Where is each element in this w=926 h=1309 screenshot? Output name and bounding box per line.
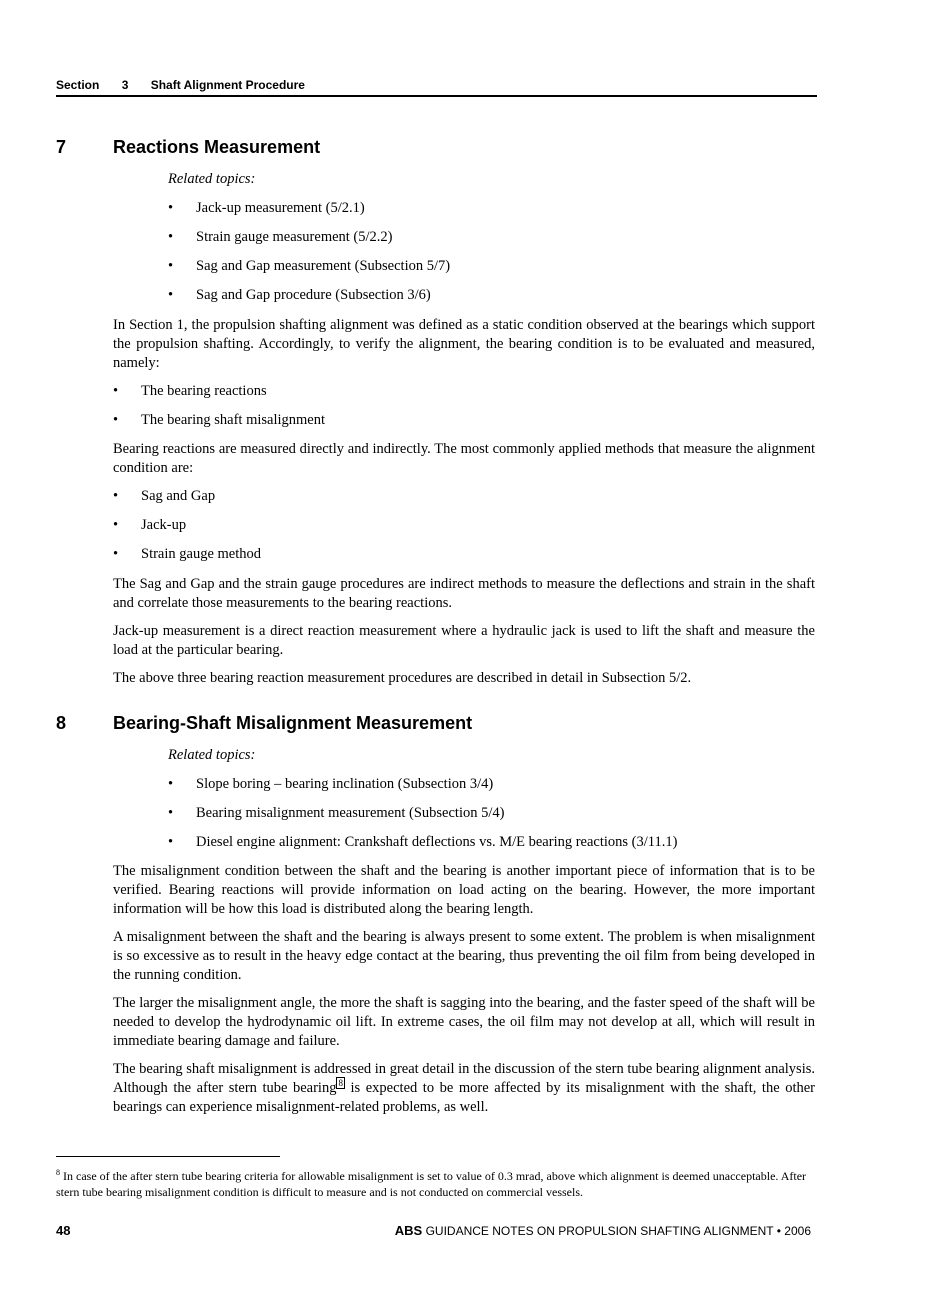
related-link-text: Strain gauge measurement (5/2.2) xyxy=(196,229,393,245)
list-item-text: Sag and Gap xyxy=(141,488,216,504)
bullet-icon: • xyxy=(113,546,119,562)
section-7-paragraph-5: The above three bearing reaction measurement procedures are described in detail in Subsection 5/2. xyxy=(113,670,692,686)
section-8-paragraph-3: The larger the misalignment angle, the more the shaft is sagging into the bearing, and the faster speed of the shaft will be needed to develop the hydrodynamic oil lift. In extreme cases, the oil film may not develop at all, which will result in immediate bearing damage and failure. xyxy=(113,995,815,1049)
section-8-number: 8 xyxy=(56,713,67,733)
paragraph-4-text-before: The bearing shaft misalignment is addressed in great detail in the discussion of the stern tube bearing alignment analysis. Although the after stern tube bearing xyxy=(113,1061,815,1096)
list-item-text: Jack-up xyxy=(141,517,187,533)
section-8-title: Bearing-Shaft Misalignment Measurement xyxy=(113,713,473,733)
bullet-icon: • xyxy=(113,488,119,504)
bullet-icon: • xyxy=(168,229,174,245)
footnote-divider xyxy=(56,1156,280,1157)
footer-publication xyxy=(395,1223,811,1238)
related-link-text: Bearing misalignment measurement (Subsection 5/4) xyxy=(196,805,505,821)
section-7-related-label: Related topics: xyxy=(168,171,256,187)
bullet-icon: • xyxy=(168,776,174,792)
section-8-paragraph-2: A misalignment between the shaft and the bearing is always present to some extent. The problem is when misalignment is so excessive as to result in the heavy edge contact at the bearing, thus preventing the oil film from being developed in the running condition. xyxy=(113,929,815,983)
list-item-text: The bearing reactions xyxy=(141,383,267,399)
section-7-paragraph-2: Bearing reactions are measured directly and indirectly. The most commonly applied methods that measure the alignment condition are: xyxy=(113,441,815,476)
section-7-heading xyxy=(56,137,320,158)
paragraph-4-text-after: is expected to be more affected by its misalignment with the shaft, the other bearings can experience misalignment-related problems, as well. xyxy=(113,1080,815,1115)
footer-separator: • xyxy=(776,1224,781,1238)
bullet-icon: • xyxy=(168,805,174,821)
section-7-paragraph-1: In Section 1, the propulsion shafting alignment was defined as a static condition observed at the bearings which support the propulsion shafting. Accordingly, to verify the alignment, the bearing condition is to be evaluated and measured, namely: xyxy=(113,317,815,371)
header-section-title: Shaft Alignment Procedure xyxy=(150,78,305,92)
running-header xyxy=(56,78,817,97)
publication-title: GUIDANCE NOTES ON PROPULSION SHAFTING ALIGNMENT xyxy=(425,1224,774,1238)
related-link-text: Jack-up measurement (5/2.1) xyxy=(196,200,365,216)
list-item-text: The bearing shaft misalignment xyxy=(141,412,326,428)
bullet-icon: • xyxy=(113,517,119,533)
section-7-number: 7 xyxy=(56,137,67,157)
abs-logo: ABS xyxy=(394,1223,423,1238)
publication-year: 2006 xyxy=(784,1224,811,1238)
bullet-icon: • xyxy=(168,200,174,216)
section-8-paragraph-1: The misalignment condition between the shaft and the bearing is another important piece of information that is to be verified. Bearing reactions will provide information on load acting on the bearing. However, the more important information will be how this load is distributed along the bearing length. xyxy=(113,863,815,917)
footnote-mark: 8 xyxy=(56,1168,60,1177)
section-7-paragraph-4: Jack-up measurement is a direct reaction measurement where a hydraulic jack is used to lift the shaft and measure the load at the particular bearing. xyxy=(113,623,815,658)
bullet-icon: • xyxy=(168,287,174,303)
related-link-text: Diesel engine alignment: Crankshaft deflections vs. M/E bearing reactions (3/11.1) xyxy=(196,834,678,850)
section-8-related-label: Related topics: xyxy=(168,747,256,763)
bullet-icon: • xyxy=(168,834,174,850)
related-link-text: Sag and Gap measurement (Subsection 5/7) xyxy=(196,258,451,274)
section-8-paragraph-4 xyxy=(113,1060,815,1117)
page-number: 48 xyxy=(56,1223,71,1238)
list-item-text: Strain gauge method xyxy=(141,546,262,562)
section-7-paragraph-3: The Sag and Gap and the strain gauge procedures are indirect methods to measure the deflections and strain in the shaft and correlate those measurements to the bearing reactions. xyxy=(113,576,815,611)
bullet-icon: • xyxy=(113,383,119,399)
header-section-label: Section xyxy=(56,78,100,92)
footnote-text: In case of the after stern tube bearing criteria for allowable misalignment is set to value of 0.3 mrad, above which alignment is deemed unacceptable. After stern tube bearing misalignment condition is difficult to measure and is not conducted on commercial vessels. xyxy=(56,1169,807,1199)
bullet-icon: • xyxy=(113,412,119,428)
footnote xyxy=(56,1165,815,1200)
related-link-text: Slope boring – bearing inclination (Subsection 3/4) xyxy=(196,776,494,792)
section-7-title: Reactions Measurement xyxy=(113,137,321,157)
related-link-text: Sag and Gap procedure (Subsection 3/6) xyxy=(196,287,431,303)
section-8-heading xyxy=(56,713,472,734)
footnote-reference-link[interactable]: 8 xyxy=(338,1078,343,1089)
bullet-icon: • xyxy=(168,258,174,274)
header-section-number: 3 xyxy=(121,78,129,92)
